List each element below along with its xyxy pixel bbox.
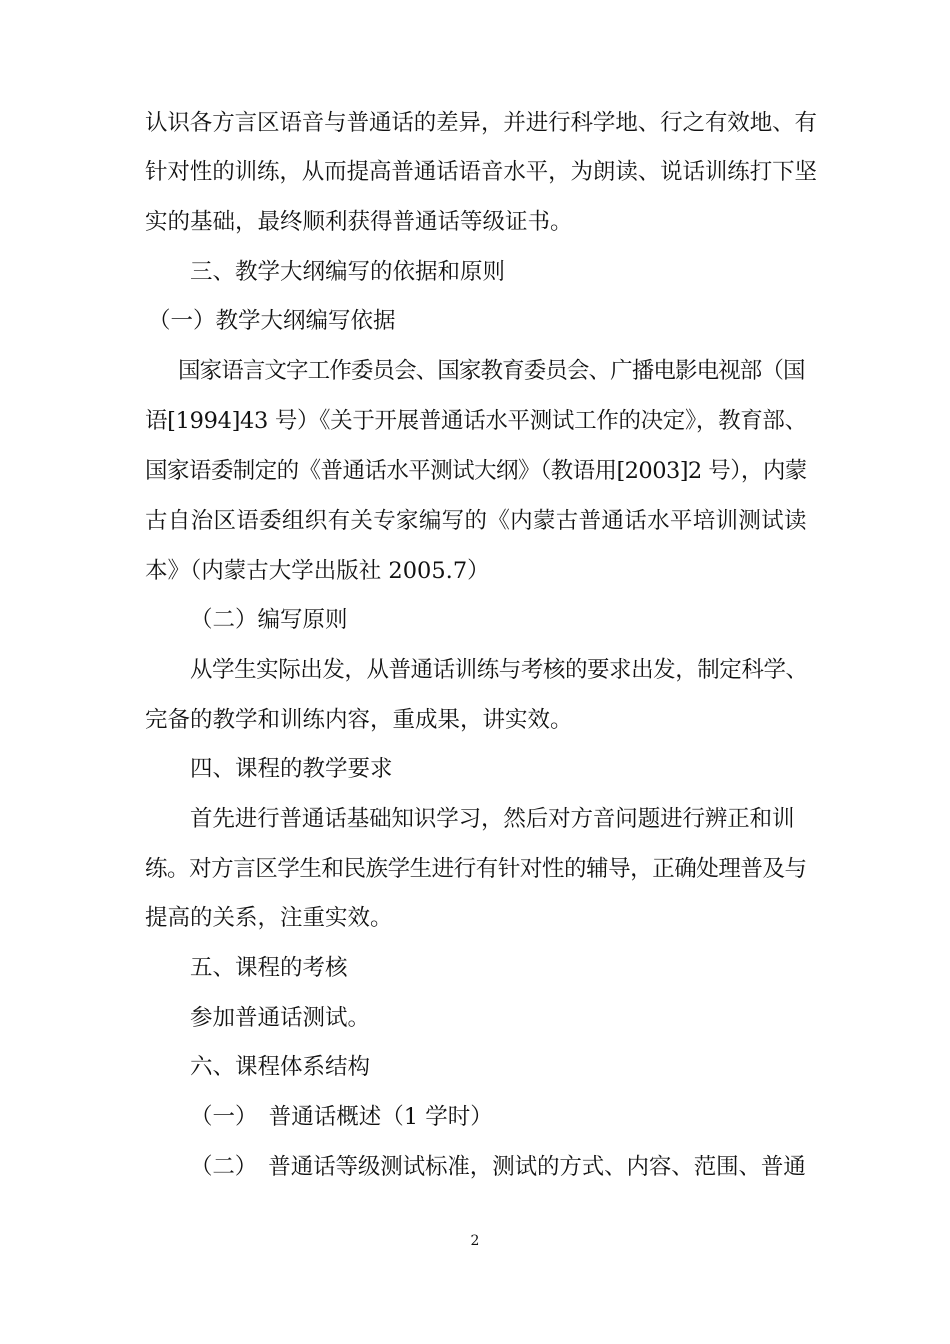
section-heading: 六、课程体系结构 <box>190 1054 371 1080</box>
body-text-line: 语[1994]43 号）《关于开展普通话水平测试工作的决定》，教育部、 <box>145 408 807 434</box>
body-text-line: 国家语委制定的《普通话水平测试大纲》（教语用[2003]2 号），内蒙 <box>145 458 807 484</box>
section-heading: 五、课程的考核 <box>190 955 348 981</box>
body-text-line: 完备的教学和训练内容，重成果，讲实效。 <box>145 707 573 733</box>
body-text-line: 提高的关系，注重实效。 <box>145 905 393 931</box>
body-text-line: 首先进行普通话基础知识学习，然后对方音问题进行辨正和训 <box>190 806 795 832</box>
body-text-line: 针对性的训练，从而提高普通话语音水平，为朗读、说话训练打下坚 <box>145 159 817 185</box>
body-text-line: 参加普通话测试。 <box>190 1005 371 1031</box>
list-item: （二） 普通话等级测试标准，测试的方式、内容、范围、普通 <box>190 1154 806 1180</box>
subsection-heading: （二）编写原则 <box>190 607 348 633</box>
body-text-line: 国家语言文字工作委员会、国家教育委员会、广播电影电视部（国 <box>178 358 805 384</box>
page-number: 2 <box>470 1233 480 1249</box>
section-heading: 三、教学大纲编写的依据和原则 <box>190 259 506 285</box>
list-item: （一） 普通话概述（1 学时） <box>190 1104 493 1130</box>
body-text-line: 认识各方言区语音与普通话的差异，并进行科学地、行之有效地、有 <box>145 110 817 136</box>
section-heading: 四、课程的教学要求 <box>190 756 393 782</box>
body-text-line: 从学生实际出发，从普通话训练与考核的要求出发，制定科学、 <box>190 657 808 683</box>
subsection-heading: （一）教学大纲编写依据 <box>148 308 396 334</box>
body-text-line: 古自治区语委组织有关专家编写的《内蒙古普通话水平培训测试读 <box>145 508 807 534</box>
body-text-line: 练。对方言区学生和民族学生进行有针对性的辅导，正确处理普及与 <box>145 856 807 882</box>
body-text-line: 本》（内蒙古大学出版社 2005.7） <box>145 558 490 584</box>
body-text-line: 实的基础，最终顺利获得普通话等级证书。 <box>145 209 573 235</box>
